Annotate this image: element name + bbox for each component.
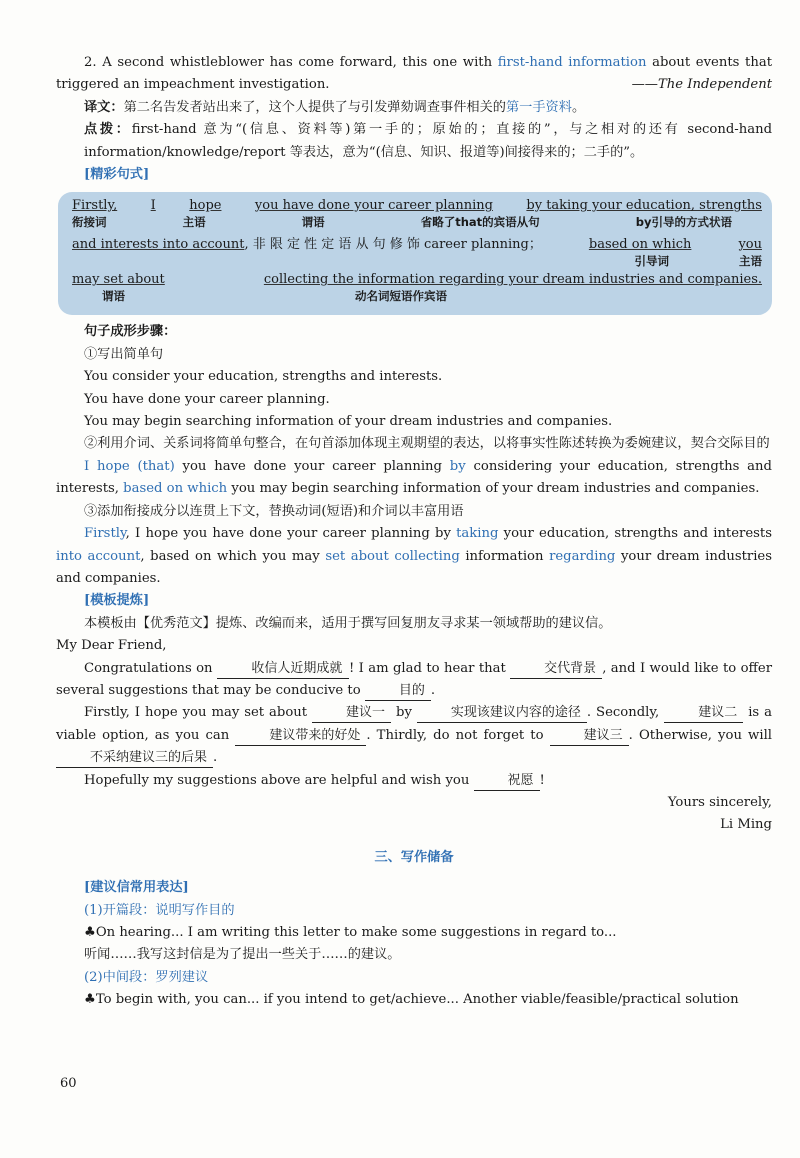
page-number: 60 <box>60 1076 77 1091</box>
example-sentence-2 <box>56 52 772 97</box>
box-term: you have done your career planning <box>254 198 493 214</box>
step-2-heading: ②利用介词、关系词将简单句整合，在句首添加体现主观期望的表达，以将事实性陈述转换为委婉建议，契合交际目的 <box>84 436 770 452</box>
fill-blank: 建议一 <box>312 704 391 723</box>
box-labels-1 <box>72 213 762 233</box>
sentence-text: about events that triggered an impeachment investigation. <box>56 55 772 93</box>
text: by <box>391 705 417 721</box>
section-3-title: 三、写作储备 <box>374 849 454 865</box>
grammar-label: 谓语 <box>102 289 125 304</box>
translation-highlight: 第一手资料 <box>506 99 572 115</box>
highlight: Firstly <box>84 526 126 542</box>
text: considering your education, strengths and interests, <box>56 458 772 497</box>
grammar-label: 衔接词 <box>72 215 107 230</box>
text: , I hope you have done your career planning by <box>125 526 457 542</box>
letter-signature-name: Li Ming <box>720 817 772 833</box>
text: . <box>213 750 218 766</box>
box-labels-3 <box>72 287 762 307</box>
box-note: , 非 限 定 性 定 语 从 句 修 饰 career planning； <box>244 237 542 253</box>
grammar-label: 动名词短语作宾语 <box>355 289 447 304</box>
highlight: by <box>449 458 466 474</box>
grammar-label: 省略了that的宾语从句 <box>420 215 540 230</box>
translation-label: 译文： <box>84 99 124 115</box>
fill-blank: 交代背景 <box>510 660 602 679</box>
highlight: I hope (that) <box>84 458 175 474</box>
box-term: based on which <box>588 237 692 253</box>
translation <box>56 97 772 119</box>
sentence-text: 2. A second whistleblower has come forward, this one with <box>84 55 498 70</box>
text: you may begin searching information of your dream industries and companies. <box>227 481 760 497</box>
letter-paragraph-3 <box>56 770 772 792</box>
section-heading-template: [模板提炼] <box>84 593 150 609</box>
step-1-heading: ①写出简单句 <box>84 346 164 362</box>
text: ! <box>539 772 545 788</box>
sentence-analysis-box <box>58 192 772 315</box>
template-intro: 本模板由【优秀范文】提炼、改编而来，适用于撰写回复朋友寻求某一领域帮助的建议信。 <box>84 615 612 631</box>
text: information <box>459 548 550 564</box>
text: Hopefully my suggestions above are helpful and wish you <box>84 772 474 788</box>
fill-blank: 建议二 <box>664 704 743 723</box>
text: Firstly, I hope you may set about <box>84 705 313 721</box>
box-term: collecting the information regarding your dream industries and companies. <box>263 272 762 288</box>
fill-blank: 实现该建议内容的途径 <box>417 704 587 723</box>
box-row-2 <box>72 233 762 252</box>
expression-english: ♣To begin with, you can... if you intend to get/achieve... Another viable/feasible/practical solution <box>84 992 739 1008</box>
step-3-heading: ③添加衔接成分以连贯上下文，替换动词(短语)和介词以丰富用语 <box>84 503 464 519</box>
middle-paragraph-heading: (2)中间段：罗列建议 <box>84 969 209 985</box>
grammar-label: 主语 <box>739 254 762 269</box>
highlight: based on which <box>123 481 228 497</box>
source-citation: ——The Independent <box>631 77 772 93</box>
combined-sentence <box>56 456 772 501</box>
letter-greeting: My Dear Friend, <box>56 638 167 654</box>
highlight: regarding <box>549 548 616 564</box>
text: Congratulations on <box>84 660 217 676</box>
translation-end: 。 <box>571 99 586 115</box>
box-labels-2 <box>72 252 762 272</box>
highlight: into account <box>56 548 141 564</box>
grammar-label: 谓语 <box>301 215 325 230</box>
simple-sentence: You may begin searching information of your dream industries and companies. <box>84 414 613 430</box>
text: . Otherwise, you will <box>628 727 772 743</box>
tip-label: 点拨： <box>84 122 132 138</box>
highlight-phrase: first-hand information <box>497 55 647 70</box>
fill-blank: 建议三 <box>550 727 629 746</box>
highlight: taking <box>456 526 499 542</box>
box-row-1 <box>72 198 762 213</box>
box-term: Firstly, <box>72 198 118 214</box>
box-row-3 <box>72 272 762 287</box>
text: your education, strengths and interests <box>498 526 772 542</box>
fill-blank: 建议带来的好处 <box>235 727 366 746</box>
text: you have done your career planning <box>174 458 450 474</box>
expression-english: ♣On hearing... I am writing this letter to make some suggestions in regard to... <box>84 925 617 940</box>
text: . Thirdly, do not forget to <box>366 727 550 743</box>
grammar-label: by引导的方式状语 <box>635 215 732 230</box>
letter-paragraph-1 <box>56 658 772 703</box>
box-term: by taking your education, strengths <box>526 198 762 214</box>
simple-sentence: You have done your career planning. <box>84 391 330 407</box>
text: . Secondly, <box>586 705 665 721</box>
final-sentence <box>56 523 772 590</box>
opening-paragraph-heading: (1)开篇段：说明写作目的 <box>84 902 235 918</box>
text: , and I would like to offer several suggestions that may be conducive to <box>56 660 772 698</box>
box-term: you <box>738 237 762 253</box>
letter-paragraph-2 <box>56 702 772 769</box>
text: your dream industries and companies. <box>56 548 772 586</box>
text: ! I am glad to hear that <box>348 660 511 676</box>
box-term: and interests into account <box>72 237 245 253</box>
expression-chinese: 听闻……我写这封信是为了提出一些关于……的建议。 <box>84 947 401 963</box>
text: is a viable option, as you can <box>56 705 772 743</box>
grammar-label: 主语 <box>182 215 206 230</box>
tip-text: first-hand 意为“(信息、资料等)第一手的；原始的；直接的”，与之相对的还有 second-hand information/knowledge/report 等表达，意为“(信息、知识、报道等)间接得来的；二手的”。 <box>84 122 773 160</box>
text: , based on which you may <box>140 548 326 564</box>
section-heading-expressions: [建议信常用表达] <box>84 880 189 896</box>
simple-sentence: You consider your education, strengths and interests. <box>84 369 443 385</box>
fill-blank: 不采纳建议三的后果 <box>56 749 213 768</box>
grammar-label: 引导词 <box>634 254 669 269</box>
fill-blank: 目的 <box>365 682 431 701</box>
box-term: hope <box>189 198 222 214</box>
fill-blank: 收信人近期成就 <box>217 660 349 679</box>
text: . <box>430 682 436 698</box>
box-term: I <box>150 198 156 214</box>
translation-text: 第二名告发者站出来了，这个人提供了与引发弹劾调查事件相关的 <box>123 99 506 115</box>
box-term: may set about <box>72 272 165 288</box>
steps-title: 句子成形步骤： <box>84 324 177 340</box>
letter-closing: Yours sincerely, <box>667 794 772 810</box>
highlight: set about collecting <box>325 548 460 564</box>
page-content <box>56 52 772 1012</box>
box-line-2-left <box>72 233 542 252</box>
section-heading-sentence: [精彩句式] <box>84 167 150 183</box>
tip <box>56 119 772 164</box>
fill-blank: 祝愿 <box>474 772 540 791</box>
